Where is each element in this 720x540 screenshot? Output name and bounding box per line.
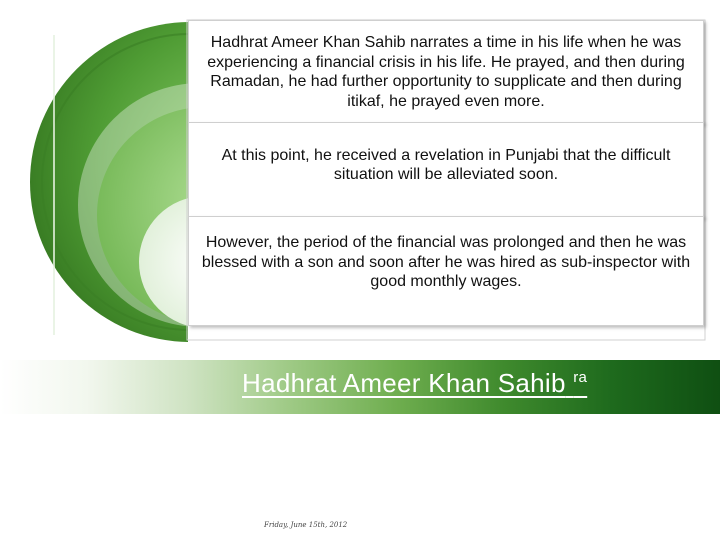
text-box-2 [188,122,704,218]
footer-date: Friday, June 15th, 2012 [264,521,348,529]
slide-title [242,368,587,399]
text-box-1 [188,20,704,124]
slide-title-suffix: ra [573,369,588,386]
text-box-3 [188,216,704,326]
slide-title-name: Hadhrat Ameer Khan Sahib [242,368,566,398]
text-box-3-text: However, the period of the financial was prolonged and then he was blessed with a son and soon after he was hired as sub-inspector with good monthly wages. [201,234,691,290]
text-box-2-text: At this point, he received a revelation in Punjabi that the difficult situation will be alleviated soon. [221,146,671,183]
text-box-1-text: Hadhrat Ameer Khan Sahib narrates a time in his life when he was experiencing a financial crisis in his life. He prayed, and then during Ramadan, he had further opportunity to supplicate and then during itikaf, he prayed even more. [207,34,685,110]
